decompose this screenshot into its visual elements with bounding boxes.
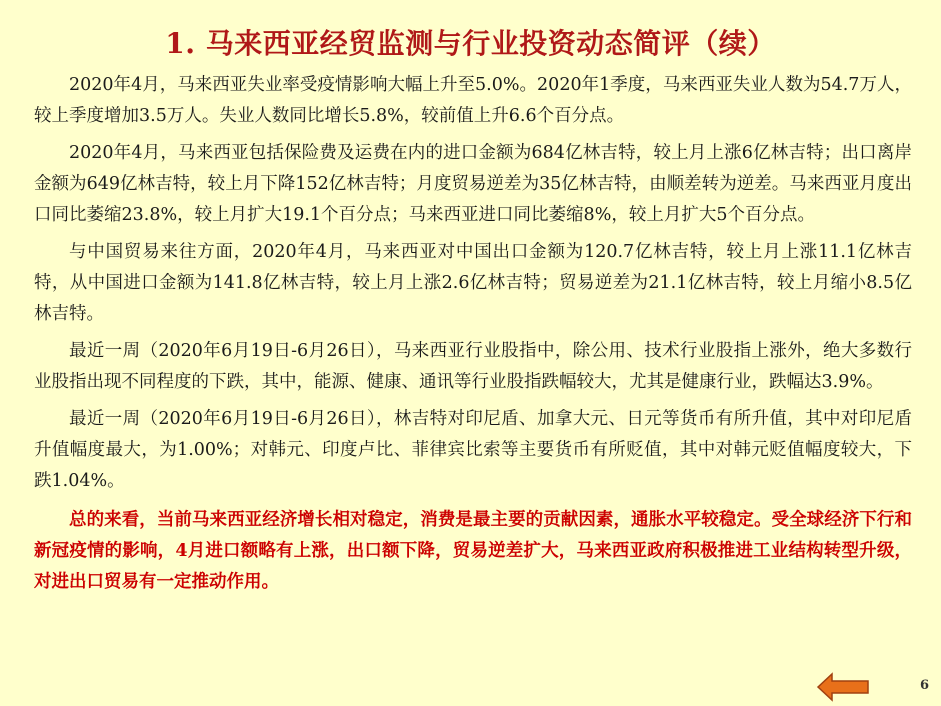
- slide-body: [34, 70, 912, 604]
- paragraph-trade: 2020年4月，马来西亚包括保险费及运费在内的进口金额为684亿林吉特，较上月上涨6亿林吉特；出口离岸金额为649亿林吉特，较上月下降152亿林吉特；月度贸易逆差为35亿林吉特，由顺差转为逆差。马来西亚月度出口同比萎缩23.8%，较上月扩大19.1个百分点；马来西亚进口同比萎缩8%，较上月扩大5个百分点。: [34, 143, 912, 225]
- left-arrow-icon: [816, 672, 870, 702]
- slide-title: 1. 马来西亚经贸监测与行业投资动态简评（续）: [165, 27, 776, 60]
- paragraph-unemployment: 2020年4月，马来西亚失业率受疫情影响大幅上升至5.0%。2020年1季度，马来西亚失业人数为54.7万人，较上季度增加3.5万人。失业人数同比增长5.8%，较前值上升6.6个百分点。: [34, 75, 912, 126]
- paragraph-china-trade: 与中国贸易来往方面，2020年4月，马来西亚对中国出口金额为120.7亿林吉特，较上月上涨11.1亿林吉特，从中国进口金额为141.8亿林吉特，较上月上涨2.6亿林吉特；贸易逆差为21.1亿林吉特，较上月缩小8.5亿林吉特。: [34, 242, 912, 324]
- page-number: 6: [919, 678, 929, 693]
- paragraph-summary: 总的来看，当前马来西亚经济增长相对稳定，消费是最主要的贡献因素，通胀水平较稳定。受全球经济下行和新冠疫情的影响，4月进口额略有上涨，出口额下降，贸易逆差扩大，马来西亚政府积极推进工业结构转型升级，对进出口贸易有一定推动作用。: [34, 510, 912, 592]
- back-arrow-button[interactable]: [816, 672, 870, 702]
- paragraph-currency: 最近一周（2020年6月19日-6月26日），林吉特对印尼盾、加拿大元、日元等货币有所升值，其中对印尼盾升值幅度最大，为1.00%；对韩元、印度卢比、菲律宾比索等主要货币有所贬值，其中对韩元贬值幅度较大，下跌1.04%。: [34, 409, 912, 491]
- paragraph-stock-index: 最近一周（2020年6月19日-6月26日），马来西亚行业股指中，除公用、技术行业股指上涨外，绝大多数行业股指出现不同程度的下跌，其中，能源、健康、通讯等行业股指跌幅较大，尤其是健康行业，跌幅达3.9%。: [34, 341, 912, 392]
